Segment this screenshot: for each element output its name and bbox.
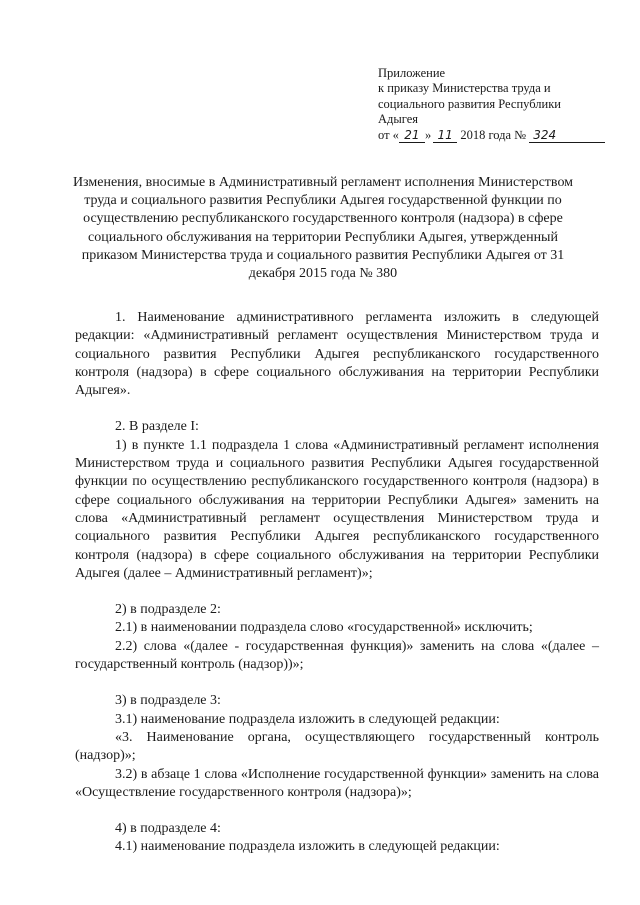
document-body	[75, 309, 599, 857]
date-year: 2018 года №	[460, 127, 527, 142]
appendix-date-line	[378, 128, 618, 143]
date-month: 11	[433, 129, 457, 143]
appendix-header	[378, 66, 618, 143]
order-number: 324	[529, 129, 605, 143]
paragraph-2: 2. В разделе I:	[115, 419, 199, 435]
paragraph-11: 4) в подразделе 4:	[115, 821, 221, 837]
appendix-line-1: Приложение	[378, 66, 446, 80]
document-title: Изменения, вносимые в Административный регламент исполнения Министерством труда и социального развития Республики Адыгея государственной функции по осуществлению республиканского государственного контроля (надзора) в сфере социального обслуживания на территории Республики Адыгея, утвержденный приказом Министерства труда и социального развития Республики Адыгея от 31 декабря 2015 года № 380	[72, 175, 574, 282]
paragraph-10: 3.2) в абзаце 1 слова «Исполнение государственной функции» заменить на слова «Осуществление государственного контроля (надзора)»;	[75, 766, 599, 800]
paragraph-1: 1. Наименование административного регламента изложить в следующей редакции: «Административный регламент осуществления Министерством труда и социального развития Республики Адыгея республиканского государственного контроля (надзора) в сфере социального обслуживания на территории Республики Адыгея».	[75, 310, 599, 399]
paragraph-7: 3) в подразделе 3:	[115, 693, 221, 709]
paragraph-6: 2.2) слова «(далее - государственная функция)» заменить на слова «(далее – государственный контроль (надзор))»;	[75, 638, 599, 673]
paragraph-3: 1) в пункте 1.1 подраздела 1 слова «Административный регламент исполнения Министерством труда и социального развития Республики Адыгея государственной функции по осуществлению республиканского государственного контроля (надзора) в сфере социального обслуживания на территории Республики Адыгея» заменить на слова «Административный регламент осуществления Министерством труда и социального развития Республики Адыгея республиканского государственного контроля (надзора) в сфере социального обслуживания на территории Республики Адыгея (далее – Административный регламент)»;	[75, 437, 599, 581]
date-mid: »	[424, 127, 432, 142]
appendix-line-3: социального развития Республики	[378, 96, 561, 111]
paragraph-9: «3. Наименование органа, осуществляющего государственный контроль (надзор)»;	[75, 729, 599, 764]
paragraph-5: 2.1) в наименовании подраздела слово «государственной» исключить;	[115, 620, 533, 636]
appendix-line-4: Адыгея	[378, 112, 419, 127]
paragraph-8: 3.1) наименование подраздела изложить в следующей редакции:	[115, 711, 500, 727]
appendix-line-2: к приказу Министерства труда и	[378, 81, 551, 96]
date-prefix: от «	[378, 127, 399, 142]
paragraph-4: 2) в подразделе 2:	[115, 602, 221, 618]
date-day: 21	[399, 129, 425, 143]
paragraph-12: 4.1) наименование подраздела изложить в следующей редакции:	[115, 839, 500, 855]
